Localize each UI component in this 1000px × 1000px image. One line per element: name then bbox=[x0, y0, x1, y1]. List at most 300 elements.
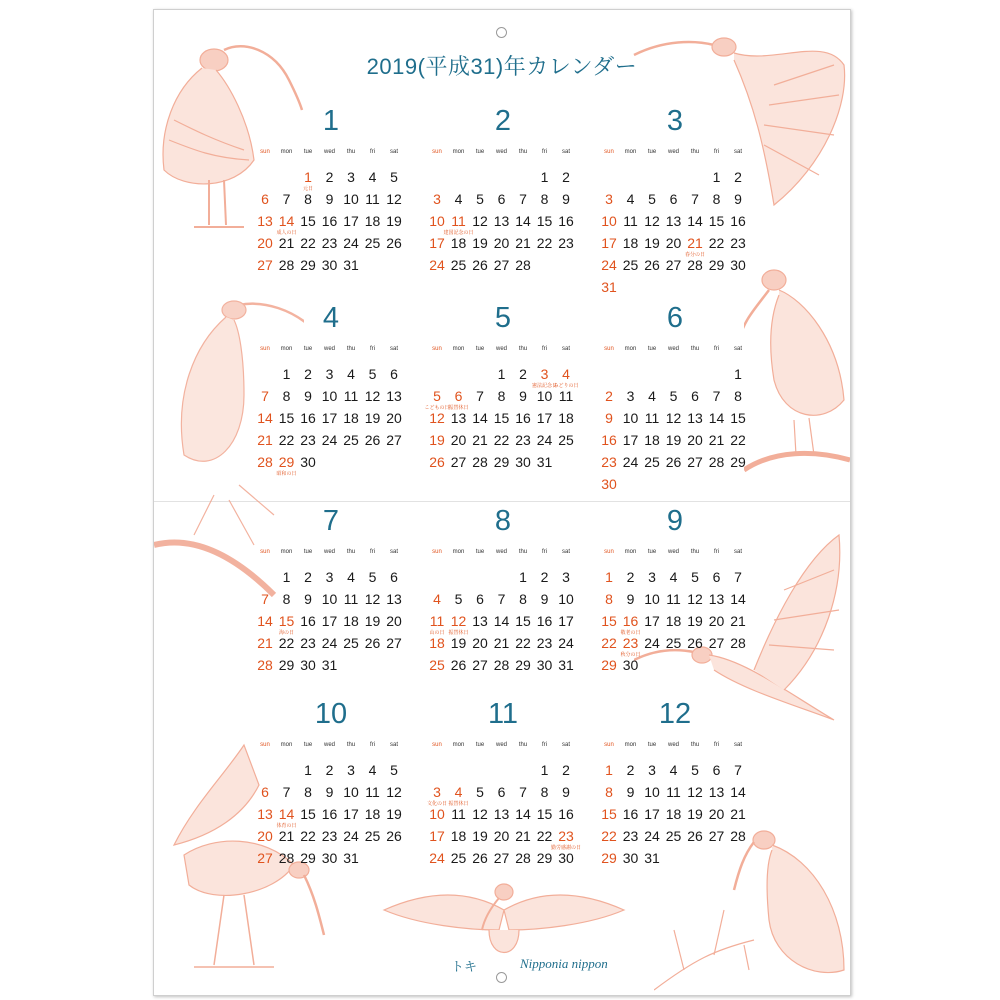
weekday-label: fri bbox=[714, 742, 719, 748]
day-cell: 16 bbox=[321, 806, 338, 822]
day-cell: 26 bbox=[386, 235, 402, 251]
day-cell: 2 bbox=[304, 569, 312, 585]
weekday-label: thu bbox=[518, 742, 528, 748]
day-cell: 6 bbox=[454, 388, 463, 404]
day-cell: 27 bbox=[257, 257, 273, 273]
day-cell: 22 bbox=[536, 235, 553, 251]
day-cell: 19 bbox=[386, 213, 402, 229]
day-cell: 31 bbox=[644, 850, 660, 866]
month-block-4 bbox=[254, 302, 408, 487]
day-cell: 14 bbox=[493, 613, 510, 629]
weekday-header bbox=[598, 346, 752, 356]
weekday-label: sun bbox=[260, 149, 270, 155]
day-cell: 28 bbox=[730, 635, 746, 651]
day-cell: 10 bbox=[601, 213, 617, 229]
day-cell: 7 bbox=[282, 191, 291, 207]
day-cell: 8 bbox=[605, 784, 613, 800]
day-cell: 7 bbox=[712, 388, 721, 404]
weekday-label: fri bbox=[542, 346, 547, 352]
day-cell: 24 bbox=[601, 257, 617, 273]
day-cell: 12 bbox=[386, 784, 402, 800]
day-cell: 15 bbox=[536, 806, 553, 822]
weekday-label: sun bbox=[432, 346, 442, 352]
day-cell: 28 bbox=[515, 257, 531, 273]
day-cell: 18 bbox=[343, 613, 359, 629]
month-number: 3 bbox=[666, 105, 684, 137]
day-cell: 28 bbox=[278, 257, 295, 273]
weekday-label: wed bbox=[667, 149, 679, 155]
day-cell: 24 bbox=[321, 432, 338, 448]
day-cell: 25 bbox=[364, 828, 381, 844]
weekday-label: wed bbox=[323, 346, 335, 352]
day-cell: 16 bbox=[300, 613, 316, 629]
day-cell: 26 bbox=[687, 828, 703, 844]
day-cell: 5 bbox=[368, 569, 377, 585]
day-cell: 27 bbox=[687, 454, 703, 470]
ibis-illustration-bottom-center bbox=[379, 870, 629, 990]
month-number: 6 bbox=[666, 302, 684, 334]
day-cell: 22 bbox=[536, 828, 553, 844]
day-cell: 26 bbox=[386, 828, 402, 844]
weekday-label: thu bbox=[518, 549, 528, 555]
day-cell: 25 bbox=[622, 257, 639, 273]
day-cell: 10 bbox=[622, 410, 639, 426]
weekday-label: tue bbox=[303, 549, 313, 555]
day-cell: 18 bbox=[622, 235, 639, 251]
day-cell: 26 bbox=[644, 257, 660, 273]
day-cell: 30 bbox=[622, 657, 639, 673]
day-cell: 8 bbox=[734, 388, 742, 404]
day-cell: 2 bbox=[626, 569, 635, 585]
day-cell: 19 bbox=[450, 635, 467, 651]
weekday-header bbox=[254, 149, 408, 159]
day-cell: 29 bbox=[601, 657, 617, 673]
holiday-note: 山の日 bbox=[429, 630, 445, 636]
day-cell: 24 bbox=[644, 635, 660, 651]
day-cell: 12 bbox=[665, 410, 682, 426]
month-number: 2 bbox=[494, 105, 512, 137]
holiday-note: 敬老の日 bbox=[620, 630, 641, 636]
weekday-label: wed bbox=[495, 742, 507, 748]
day-cell: 13 bbox=[472, 613, 488, 629]
day-cell: 5 bbox=[454, 591, 463, 607]
day-cell: 14 bbox=[278, 806, 295, 822]
month-block-7 bbox=[254, 505, 408, 690]
day-cell: 13 bbox=[257, 213, 273, 229]
day-cell: 5 bbox=[433, 388, 441, 404]
day-cell: 8 bbox=[282, 591, 291, 607]
weekday-header bbox=[426, 346, 580, 356]
weekday-label: sat bbox=[561, 346, 570, 352]
weekday-label: fri bbox=[370, 346, 375, 352]
day-cell: 13 bbox=[386, 388, 402, 404]
day-cell: 30 bbox=[321, 257, 338, 273]
day-cell: 12 bbox=[472, 806, 488, 822]
day-cell: 10 bbox=[343, 784, 359, 800]
day-cell: 28 bbox=[257, 657, 273, 673]
day-cell: 1 bbox=[734, 366, 742, 382]
day-cell: 28 bbox=[278, 850, 295, 866]
day-cell: 29 bbox=[278, 454, 295, 470]
day-cell: 12 bbox=[429, 410, 445, 426]
day-cell: 14 bbox=[730, 784, 746, 800]
month-block-3 bbox=[598, 105, 752, 295]
weekday-label: mon bbox=[624, 549, 637, 555]
holiday-note: 文化の日 bbox=[426, 801, 448, 807]
weekday-label: sun bbox=[260, 549, 270, 555]
weekday-label: fri bbox=[370, 149, 375, 155]
day-cell: 31 bbox=[343, 850, 359, 866]
day-cell: 25 bbox=[665, 828, 682, 844]
day-cell: 13 bbox=[493, 806, 510, 822]
day-cell: 25 bbox=[429, 657, 445, 673]
day-cell: 5 bbox=[390, 169, 398, 185]
day-cell: 9 bbox=[562, 784, 570, 800]
day-cell: 6 bbox=[476, 591, 484, 607]
day-cell: 26 bbox=[450, 657, 467, 673]
day-cell: 15 bbox=[708, 213, 725, 229]
day-cell: 4 bbox=[454, 784, 463, 800]
weekday-label: wed bbox=[495, 549, 507, 555]
day-cell: 12 bbox=[386, 191, 402, 207]
day-cell: 30 bbox=[515, 454, 531, 470]
day-cell: 13 bbox=[708, 784, 725, 800]
weekday-label: sun bbox=[432, 742, 442, 748]
day-cell: 21 bbox=[708, 432, 725, 448]
day-cell: 16 bbox=[321, 213, 338, 229]
month-block-12 bbox=[598, 698, 752, 883]
day-cell: 5 bbox=[691, 762, 699, 778]
species-japanese-name: トキ bbox=[451, 959, 478, 974]
day-cell: 23 bbox=[622, 828, 639, 844]
day-cell: 24 bbox=[536, 432, 553, 448]
day-cell: 8 bbox=[605, 591, 613, 607]
weekday-header bbox=[254, 346, 408, 356]
month-number: 4 bbox=[322, 302, 340, 334]
day-cell: 22 bbox=[493, 432, 510, 448]
day-cell: 10 bbox=[429, 213, 445, 229]
day-cell: 19 bbox=[665, 432, 682, 448]
day-cell: 1 bbox=[540, 762, 549, 778]
day-cell: 12 bbox=[472, 213, 488, 229]
day-cell: 29 bbox=[708, 257, 725, 273]
day-cell: 7 bbox=[282, 784, 291, 800]
holiday-note: 建国記念の日 bbox=[443, 230, 474, 236]
day-cell: 3 bbox=[648, 569, 656, 585]
day-cell: 17 bbox=[558, 613, 574, 629]
weekday-label: thu bbox=[690, 742, 700, 748]
day-cell: 6 bbox=[712, 569, 721, 585]
holiday-note: 勤労感謝の日 bbox=[550, 845, 582, 851]
day-cell: 28 bbox=[515, 850, 531, 866]
day-cell: 20 bbox=[257, 828, 273, 844]
day-cell: 17 bbox=[429, 828, 445, 844]
weekday-label: sat bbox=[389, 346, 398, 352]
day-cell: 6 bbox=[691, 388, 699, 404]
day-cell: 29 bbox=[278, 657, 295, 673]
day-cell: 31 bbox=[343, 257, 359, 273]
day-cell: 17 bbox=[321, 613, 338, 629]
day-cell: 17 bbox=[343, 806, 359, 822]
day-cell: 25 bbox=[450, 257, 467, 273]
day-cell: 14 bbox=[278, 213, 295, 229]
calendar-sheet bbox=[153, 9, 851, 996]
day-cell: 20 bbox=[493, 828, 510, 844]
day-cell: 30 bbox=[622, 850, 639, 866]
day-cell: 4 bbox=[648, 388, 656, 404]
weekday-label: mon bbox=[280, 549, 293, 555]
day-cell: 27 bbox=[708, 635, 725, 651]
day-cell: 22 bbox=[708, 235, 725, 251]
day-cell: 23 bbox=[558, 235, 574, 251]
day-cell: 9 bbox=[325, 191, 334, 207]
day-cell: 7 bbox=[261, 388, 269, 404]
day-cell: 31 bbox=[558, 657, 574, 673]
weekday-label: sat bbox=[561, 149, 570, 155]
weekday-label: sun bbox=[432, 149, 442, 155]
day-cell: 1 bbox=[519, 569, 527, 585]
weekday-label: fri bbox=[370, 742, 375, 748]
day-cell: 17 bbox=[644, 806, 660, 822]
day-cell: 19 bbox=[364, 613, 381, 629]
weekday-label: wed bbox=[323, 149, 335, 155]
day-cell: 12 bbox=[687, 591, 703, 607]
weekday-label: sun bbox=[604, 742, 614, 748]
day-cell: 2 bbox=[519, 366, 527, 382]
day-cell: 23 bbox=[536, 635, 553, 651]
day-cell: 7 bbox=[261, 591, 269, 607]
day-cell: 8 bbox=[497, 388, 506, 404]
weekday-label: mon bbox=[624, 346, 637, 352]
day-cell: 16 bbox=[300, 410, 316, 426]
month-block-11 bbox=[426, 698, 580, 883]
day-cell: 25 bbox=[450, 850, 467, 866]
day-cell: 20 bbox=[708, 806, 725, 822]
day-cell: 14 bbox=[687, 213, 703, 229]
day-cell: 7 bbox=[519, 784, 527, 800]
month-block-2 bbox=[426, 105, 580, 290]
species-latin-name: Nipponia nippon bbox=[520, 956, 608, 971]
weekday-label: tue bbox=[475, 149, 485, 155]
day-cell: 3 bbox=[347, 762, 355, 778]
day-cell: 18 bbox=[343, 410, 359, 426]
day-cell: 9 bbox=[562, 191, 570, 207]
day-cell: 18 bbox=[558, 410, 574, 426]
month-block-5 bbox=[426, 302, 580, 487]
day-cell: 18 bbox=[450, 828, 467, 844]
day-cell: 11 bbox=[365, 191, 380, 207]
day-cell: 31 bbox=[536, 454, 553, 470]
day-cell: 26 bbox=[472, 257, 488, 273]
day-cell: 9 bbox=[605, 410, 613, 426]
day-cell: 29 bbox=[601, 850, 617, 866]
weekday-label: fri bbox=[542, 549, 547, 555]
day-cell: 17 bbox=[536, 410, 553, 426]
day-cell: 5 bbox=[390, 762, 398, 778]
day-cell: 27 bbox=[493, 850, 510, 866]
day-cell: 12 bbox=[644, 213, 660, 229]
day-cell: 14 bbox=[515, 213, 531, 229]
day-cell: 18 bbox=[364, 806, 381, 822]
day-cell: 2 bbox=[605, 388, 613, 404]
day-cell: 18 bbox=[450, 235, 467, 251]
day-cell: 20 bbox=[472, 635, 488, 651]
day-cell: 5 bbox=[669, 388, 678, 404]
weekday-label: sat bbox=[733, 149, 742, 155]
day-cell: 29 bbox=[300, 850, 316, 866]
day-cell: 21 bbox=[493, 635, 510, 651]
day-cell: 17 bbox=[601, 235, 617, 251]
day-cell: 6 bbox=[669, 191, 678, 207]
day-cell: 2 bbox=[734, 169, 742, 185]
weekday-label: tue bbox=[647, 742, 657, 748]
holiday-note: 振替休日 bbox=[448, 630, 469, 636]
weekday-label: fri bbox=[714, 346, 719, 352]
day-cell: 18 bbox=[665, 613, 682, 629]
weekday-label: mon bbox=[280, 346, 293, 352]
weekday-label: thu bbox=[690, 149, 700, 155]
day-cell: 13 bbox=[450, 410, 467, 426]
day-cell: 21 bbox=[515, 828, 531, 844]
day-cell: 19 bbox=[472, 828, 488, 844]
weekday-header bbox=[598, 149, 752, 159]
weekday-label: thu bbox=[346, 742, 356, 748]
day-cell: 11 bbox=[429, 613, 445, 629]
day-cell: 23 bbox=[558, 828, 574, 844]
weekday-label: thu bbox=[690, 346, 700, 352]
day-cell: 4 bbox=[669, 762, 678, 778]
day-cell: 23 bbox=[321, 828, 338, 844]
day-cell: 3 bbox=[325, 366, 334, 382]
day-cell: 23 bbox=[601, 454, 617, 470]
day-cell: 25 bbox=[343, 432, 359, 448]
day-cell: 23 bbox=[300, 635, 316, 651]
weekday-label: sat bbox=[733, 742, 742, 748]
day-cell: 25 bbox=[343, 635, 359, 651]
holiday-note: 憲法記念日 bbox=[531, 383, 558, 389]
day-cell: 8 bbox=[540, 191, 549, 207]
day-cell: 7 bbox=[519, 191, 527, 207]
day-cell: 14 bbox=[708, 410, 725, 426]
holiday-note: みどりの日 bbox=[553, 383, 579, 389]
day-cell: 22 bbox=[278, 635, 295, 651]
day-cell: 3 bbox=[433, 191, 441, 207]
day-cell: 4 bbox=[626, 191, 635, 207]
day-cell: 15 bbox=[515, 613, 531, 629]
day-cell: 10 bbox=[644, 784, 660, 800]
day-cell: 24 bbox=[429, 850, 445, 866]
day-cell: 1 bbox=[712, 169, 721, 185]
month-number: 9 bbox=[666, 505, 684, 537]
day-cell: 23 bbox=[300, 432, 316, 448]
day-cell: 30 bbox=[730, 257, 746, 273]
day-cell: 25 bbox=[364, 235, 381, 251]
day-cell: 21 bbox=[472, 432, 488, 448]
day-cell: 29 bbox=[515, 657, 531, 673]
day-cell: 7 bbox=[734, 762, 742, 778]
day-cell: 15 bbox=[278, 613, 295, 629]
day-cell: 17 bbox=[321, 410, 338, 426]
weekday-header bbox=[426, 549, 580, 559]
day-cell: 25 bbox=[644, 454, 660, 470]
month-number: 10 bbox=[314, 698, 348, 730]
day-cell: 29 bbox=[536, 850, 553, 866]
day-cell: 17 bbox=[622, 432, 639, 448]
weekday-label: tue bbox=[475, 346, 485, 352]
weekday-header bbox=[598, 549, 752, 559]
day-cell: 10 bbox=[343, 191, 359, 207]
day-cell: 24 bbox=[622, 454, 639, 470]
weekday-label: wed bbox=[667, 346, 679, 352]
day-cell: 22 bbox=[300, 235, 316, 251]
day-cell: 1 bbox=[605, 569, 613, 585]
weekday-label: wed bbox=[323, 549, 335, 555]
weekday-label: tue bbox=[475, 549, 485, 555]
weekday-label: sun bbox=[604, 149, 614, 155]
weekday-label: sat bbox=[389, 149, 398, 155]
day-cell: 4 bbox=[347, 569, 355, 585]
day-cell: 27 bbox=[450, 454, 467, 470]
day-cell: 9 bbox=[626, 591, 635, 607]
day-cell: 16 bbox=[558, 806, 574, 822]
weekday-label: thu bbox=[690, 549, 700, 555]
day-cell: 6 bbox=[261, 784, 269, 800]
weekday-label: mon bbox=[624, 149, 637, 155]
weekday-header bbox=[254, 549, 408, 559]
day-cell: 28 bbox=[687, 257, 703, 273]
weekday-label: fri bbox=[714, 549, 719, 555]
weekday-label: tue bbox=[303, 742, 313, 748]
weekday-label: fri bbox=[542, 149, 547, 155]
day-cell: 1 bbox=[282, 366, 291, 382]
day-cell: 29 bbox=[730, 454, 746, 470]
day-cell: 9 bbox=[626, 784, 635, 800]
weekday-label: fri bbox=[370, 549, 375, 555]
day-cell: 13 bbox=[687, 410, 703, 426]
weekday-label: tue bbox=[647, 346, 657, 352]
day-cell: 16 bbox=[601, 432, 617, 448]
weekday-label: mon bbox=[452, 149, 465, 155]
month-block-1 bbox=[254, 105, 408, 290]
day-cell: 6 bbox=[497, 784, 506, 800]
day-cell: 22 bbox=[601, 828, 617, 844]
day-cell: 24 bbox=[343, 235, 359, 251]
day-cell: 20 bbox=[386, 613, 402, 629]
day-cell: 25 bbox=[558, 432, 574, 448]
day-cell: 20 bbox=[450, 432, 467, 448]
month-number: 11 bbox=[487, 698, 519, 730]
day-cell: 9 bbox=[304, 591, 312, 607]
day-cell: 24 bbox=[321, 635, 338, 651]
weekday-label: wed bbox=[495, 149, 507, 155]
day-cell: 16 bbox=[515, 410, 531, 426]
weekday-label: tue bbox=[303, 346, 313, 352]
day-cell: 11 bbox=[644, 410, 660, 426]
ibis-illustration-right-middle bbox=[744, 250, 850, 500]
day-cell: 23 bbox=[515, 432, 531, 448]
day-cell: 31 bbox=[321, 657, 338, 673]
day-cell: 30 bbox=[558, 850, 574, 866]
day-cell: 27 bbox=[472, 657, 488, 673]
day-cell: 6 bbox=[390, 366, 398, 382]
day-cell: 28 bbox=[730, 828, 746, 844]
day-cell: 27 bbox=[708, 828, 725, 844]
day-cell: 2 bbox=[325, 762, 334, 778]
day-cell: 26 bbox=[364, 432, 381, 448]
day-cell: 4 bbox=[347, 366, 355, 382]
day-cell: 1 bbox=[605, 762, 613, 778]
day-cell: 6 bbox=[497, 191, 506, 207]
